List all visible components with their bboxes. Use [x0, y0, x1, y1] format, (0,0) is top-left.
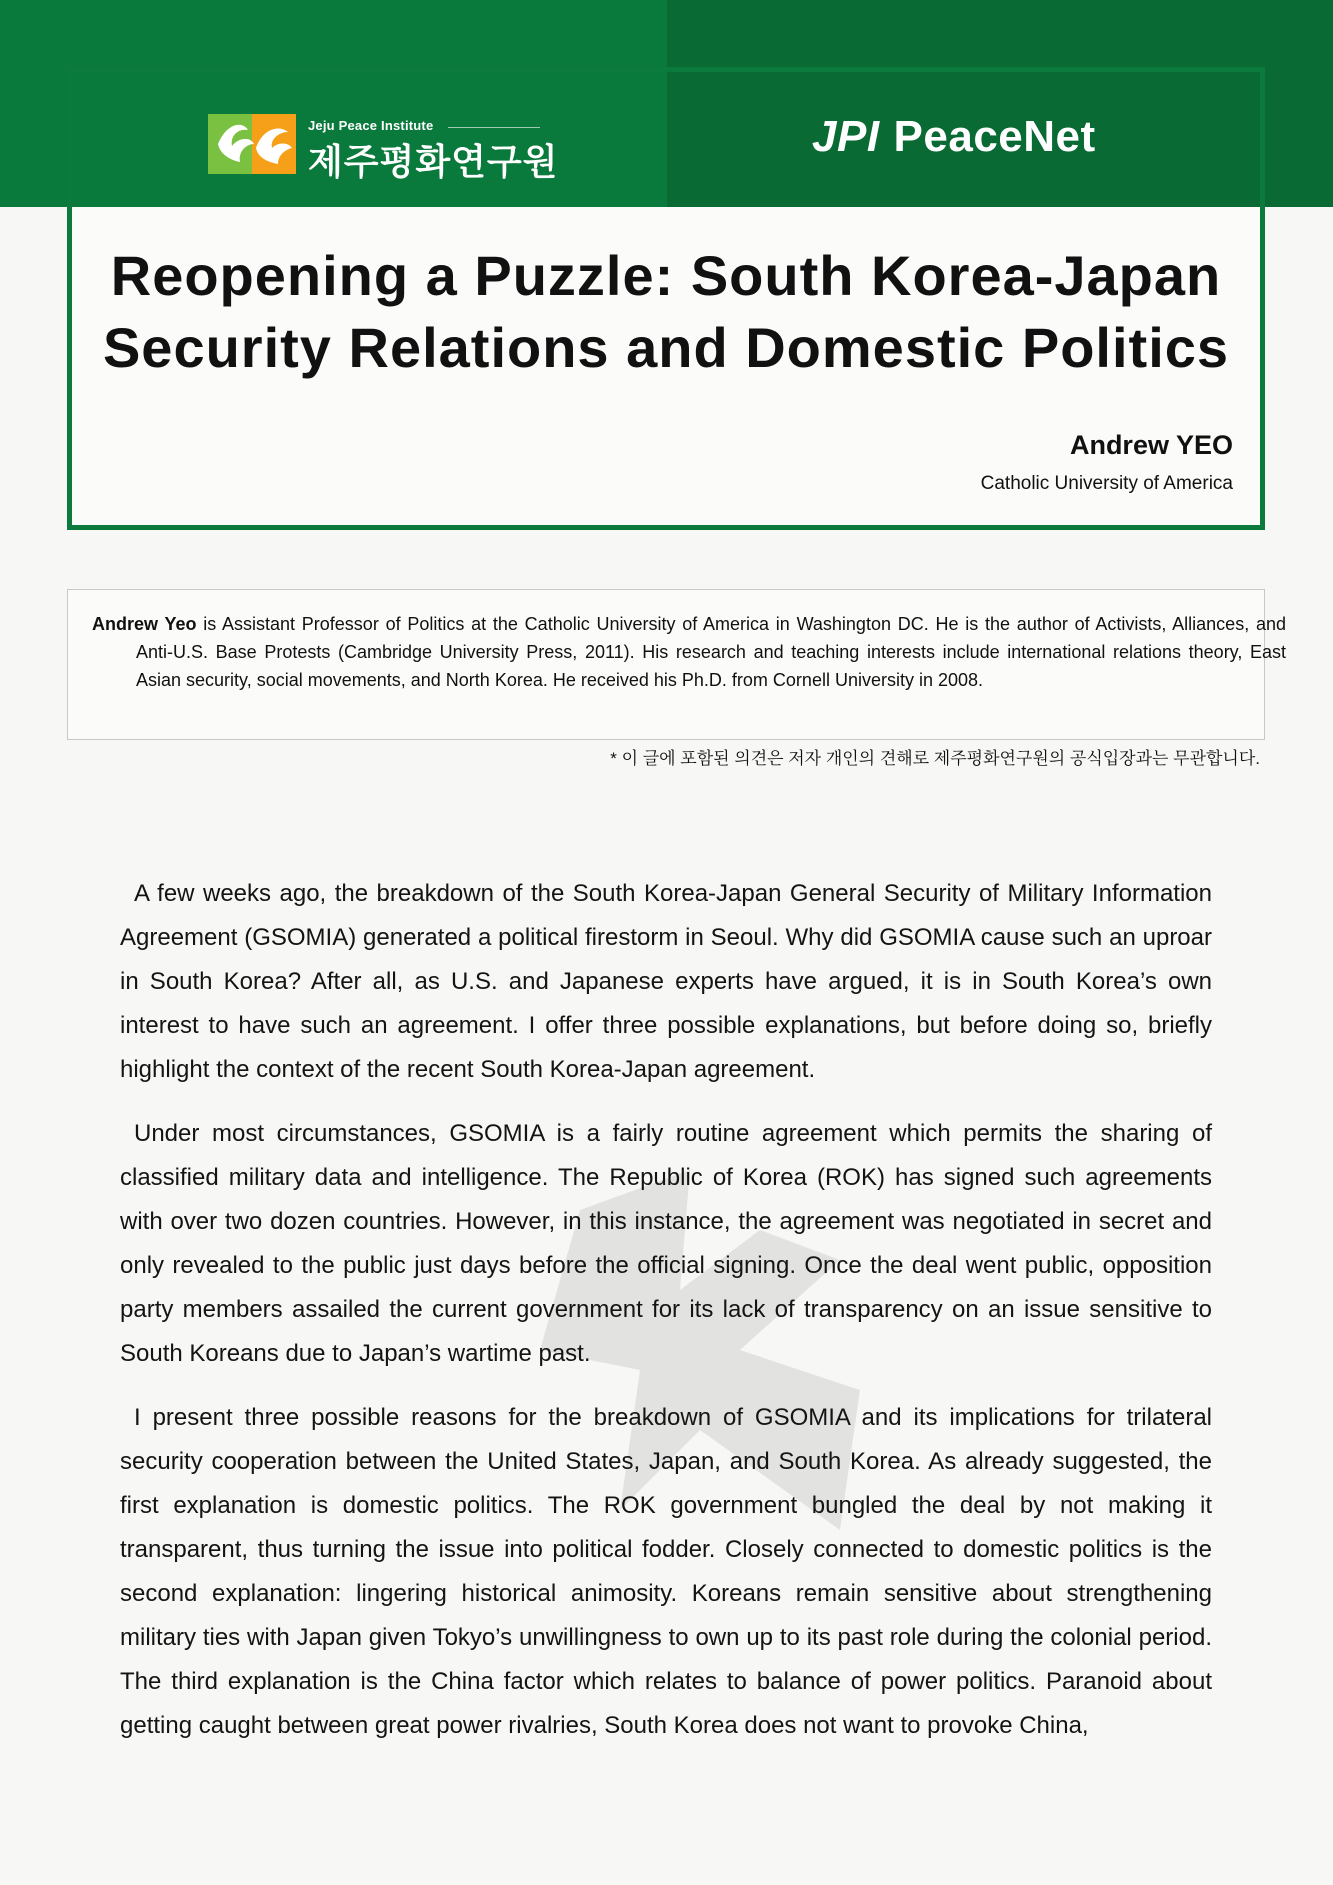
body-paragraph-1: A few weeks ago, the breakdown of the South Korea-Japan General Security of Military Information Agreement (GSOMIA) generated a political firestorm in Seoul. Why did GSOMIA cause such an uproar in South Korea? After all, as U.S. and Japanese experts have argued, it is in South Korea’s own interest to have such an agreement. I offer three possible explanations, but before doing so, briefly highlight the context of the recent South Korea-Japan agreement. [120, 880, 1212, 1083]
author-name: Andrew YEO [1069, 430, 1233, 460]
peacenet-jpi-mark: JPI [812, 112, 880, 161]
article-body [120, 872, 1212, 1768]
jeju-peace-institute-logo [208, 110, 559, 182]
logo-divider-line [448, 127, 540, 128]
institute-name-korean: 제주평화연구원 [308, 141, 559, 182]
bio-author-name: Andrew Yeo [92, 614, 197, 634]
bio-text: is Assistant Professor of Politics at the Catholic University of America in Washington DC. He is the author of Activists, Alliances, and Anti-U.S. Base Protests (Cambridge University Press, 2011). His research and teaching interests include international relations theory, East Asian security, social movements, and North Korea. He received his Ph.D. from Cornell University in 2008. [136, 614, 1286, 690]
peacenet-name: PeaceNet [893, 112, 1096, 161]
peacenet-logo [812, 112, 1096, 162]
author-affiliation: Catholic University of America [980, 473, 1233, 494]
institute-name-english: Jeju Peace Institute [308, 118, 434, 133]
body-paragraph-3: I present three possible reasons for the breakdown of GSOMIA and its implications for trilateral security cooperation between the United States, Japan, and South Korea. As already suggested, the first explanation is domestic politics. The ROK government bungled the deal by not making it transparent, thus turning the issue into political fodder. Closely connected to domestic politics is the second explanation: lingering historical animosity. Koreans remain sensitive about strengthening military ties with Japan given Tokyo’s unwillingness to own up to its past role during the colonial period. The third explanation is the China factor which relates to balance of power politics. Paranoid about getting caught between great power rivalries, South Korea does not want to provoke China, [120, 1404, 1212, 1739]
article-title-line-2: Security Relations and Domestic Politics [102, 316, 1230, 379]
dove-logo-icon [208, 114, 296, 174]
article-title [72, 240, 1260, 384]
author-bio-box [67, 589, 1286, 740]
author-bio [92, 610, 1286, 694]
disclaimer-note: * 이 글에 포함된 의견은 저자 개인의 견해로 제주평화연구원의 공식입장과는 무관합니다. [610, 749, 1260, 768]
body-paragraph-2: Under most circumstances, GSOMIA is a fairly routine agreement which permits the sharing of classified military data and intelligence. The Republic of Korea (ROK) has signed such agreements with over two dozen countries. However, in this instance, the agreement was negotiated in secret and only revealed to the public just days before the official signing. Once the deal went public, opposition party members assailed the current government for its lack of transparency on an issue sensitive to South Koreans due to Japan’s wartime past. [120, 1120, 1212, 1367]
article-title-line-1: Reopening a Puzzle: South Korea-Japan [110, 244, 1222, 307]
